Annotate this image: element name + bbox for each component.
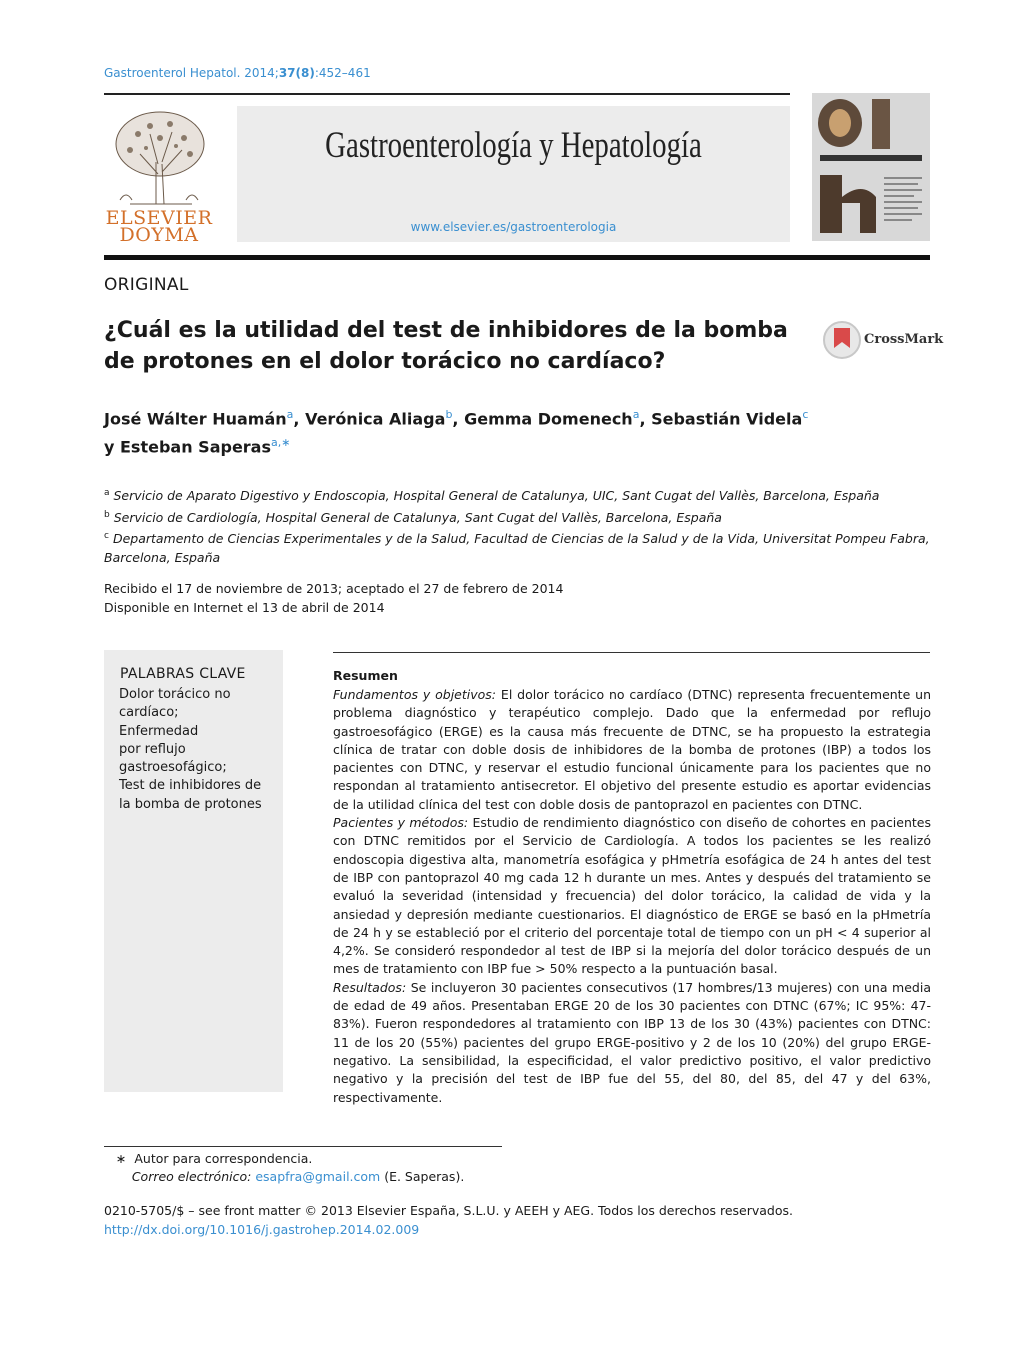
section-label: ORIGINAL (104, 275, 189, 295)
affiliation-item (104, 527, 930, 567)
abstract-section-label: Resultados: (333, 979, 407, 995)
journal-title: Gastroenterología y Hepatología (325, 125, 702, 166)
author-separator: , (452, 409, 465, 429)
publisher-logo-line1: ELSEVIER (105, 207, 213, 229)
affiliation-text: Servicio de Cardiología, Hospital General de Catalunya, Sant Cugat del Vallès, Barcelona, España (113, 509, 722, 525)
affiliation-text: Servicio de Aparato Digestivo y Endoscopia, Hospital General de Catalunya, UIC, Sant Cugat del Vallès, Barcelona, España (113, 488, 880, 504)
keyword-line: Dolor torácico no (119, 687, 231, 702)
keyword-line: gastroesofágico; (119, 760, 227, 776)
author-list (104, 403, 904, 460)
article-title-line2: de protones en el dolor torácico no cardíaco? (104, 349, 666, 374)
author-affiliation-sup[interactable]: a,∗ (271, 436, 291, 450)
abstract-section-text: Se incluyeron 30 pacientes consecutivos (17 hombres/13 mujeres) con una media de edad de 49 años. Presentaban ERGE 20 de los 30 pacientes con DTNC (67%; IC 95%: 47-83%). Fueron respondedores al tratamiento con IBP 13 de los 30 (43%) pacientes con DTNC: 11 de los 20 (55%) pacientes del grupo ERGE-positivo y 2 de los 10 (20%) del grupo ERGE-negativo. La sensibilidad, la especificidad, el valor predictivo positivo, el valor predictivo negativo y la precisión del test de IBP fue del 55, del 80, del 85, del 47 y del 63%, respectivamente. (333, 979, 931, 1105)
citation-journal: Gastroenterol Hepatol. 2014; (104, 66, 279, 80)
author-name: José Wálter Huamán (104, 409, 287, 429)
keywords-title: PALABRAS CLAVE (120, 666, 246, 682)
keyword-line: Test de inhibidores de (119, 778, 262, 794)
affiliation-text: Departamento de Ciencias Experimentales y de la Salud, Facultad de Ciencias de la Salud y de la Vida, Universitat Pompeu Fabra, Barcelona, España (104, 531, 930, 565)
author-name: y Esteban Saperas (104, 437, 271, 457)
abstract-heading: Resumen (333, 668, 398, 683)
footnote-rule (104, 1146, 502, 1147)
keywords-list (119, 686, 279, 814)
article-title (104, 315, 804, 377)
footnote-marker: ∗ (115, 1151, 127, 1166)
article-dates (104, 580, 563, 617)
keyword-line: la bomba de protones (119, 796, 262, 812)
affiliation-item (104, 506, 930, 528)
abstract-section-text: Estudio de rendimiento diagnóstico con diseño de cohortes en pacientes con DTNC remitidos por el Servicio de Cardiología. A todos los pacientes se les realizó endoscopia digestiva alta, manometría esofágica y pHmetría esofágica de 24 h antes del test de IBP con pantoprazol 40 mg cada 12 h durante un mes. Antes y después del tratamiento se evaluó la severidad (intensidad y frecuencia) del dolor torácico, la calidad de vida y la ansiedad y depresión mediante cuestionarios. El diagnóstico de ERGE se basó en la pHmetría de 24 h y se estableció por el criterio del porcentaje total de tiempo con un pH < 4 superior al 4,2%. Se consideró respondedor al test de IBP si la mejoría del dolor torácico después de un mes de tratamiento con IBP fue > 50% respecto a la puntuación basal. (333, 815, 932, 977)
abstract-section-label: Fundamentos y objetivos: (333, 687, 497, 702)
email-link[interactable]: esapfra@gmail.com (255, 1169, 381, 1184)
affiliation-item (104, 484, 930, 506)
header-top-rule (104, 93, 790, 95)
email-suffix: (E. Saperas). (380, 1169, 465, 1184)
author-name: Verónica Aliaga (305, 409, 446, 429)
abstract-rule (333, 652, 930, 653)
correspondence-footnote (104, 1150, 464, 1186)
doi-link[interactable]: http://dx.doi.org/10.1016/j.gastrohep.2014.02.009 (104, 1221, 420, 1237)
available-date: Disponible en Internet el 13 de abril de 2014 (104, 599, 385, 615)
author-separator: , (639, 409, 652, 429)
received-date: Recibido el 17 de noviembre de 2013; aceptado el 27 de febrero de 2014 (104, 581, 564, 596)
footnote-line1 (104, 1150, 464, 1168)
keyword-line: cardíaco; (119, 705, 179, 721)
keyword-line: por reflujo (119, 741, 186, 757)
citation-pages: :452–461 (314, 66, 371, 80)
email-label: Correo electrónico: (131, 1169, 252, 1184)
citation-volume: 37(8) (278, 66, 315, 80)
publisher-logo-line2: DOYMA (119, 224, 199, 246)
article-title-line1: ¿Cuál es la utilidad del test de inhibidores de la bomba (104, 318, 788, 343)
abstract-section-label: Pacientes y métodos: (333, 815, 469, 831)
abstract-section (333, 814, 931, 979)
author-affiliation-sup[interactable]: c (802, 408, 809, 421)
author-separator: , (293, 409, 306, 429)
author-name: Gemma Domenech (464, 409, 633, 429)
footnote-line2 (104, 1168, 464, 1186)
author-affiliation-sup[interactable]: a (286, 408, 294, 421)
abstract-section (333, 686, 931, 814)
affiliation-list (104, 484, 930, 567)
footnote-text: Autor para correspondencia. (134, 1151, 313, 1166)
affiliation-sup: c (104, 531, 109, 542)
abstract-body (333, 686, 931, 1107)
crossmark-label: CrossMark (864, 332, 944, 347)
citation-line[interactable] (104, 66, 371, 80)
affiliation-sup: a (104, 488, 110, 498)
affiliation-sup: b (104, 509, 110, 520)
abstract-section-text: El dolor torácico no cardíaco (DTNC) representa frecuentemente un problema diagnóstico y terapéutico complejo. Dado que la enfermedad por reflujo gastroesofágico (ERGE) es la causa más frecuente de DTNC, se ha propuesto la estrategia clínica de tratar con doble dosis de inhibidores de la bomba de protones (IBP) a todos los pacientes con DTNC, y reservar el estudio funcional únicamente para los pacientes que no respondan al tratamiento antisecretor. El objetivo del presente estudio es aportar evidencias de la utilidad clínica del test con doble dosis de pantoprazol en pacientes con DTNC. (333, 687, 931, 812)
copyright-line: 0210-5705/$ – see front matter © 2013 Elsevier España, S.L.U. y AEEH y AEG. Todos los derechos reservados. (104, 1203, 794, 1218)
journal-cover-image (812, 93, 930, 241)
abstract-section (333, 979, 931, 1107)
header-heavy-rule (104, 255, 930, 260)
author-affiliation-sup[interactable]: b (445, 408, 453, 421)
keyword-line: Enfermedad (119, 723, 199, 739)
journal-url-link[interactable]: www.elsevier.es/gastroenterologia (410, 220, 617, 234)
author-affiliation-sup[interactable]: a (632, 408, 640, 421)
author-name: Sebastián Videla (651, 409, 803, 429)
copyright-block (104, 1202, 793, 1239)
